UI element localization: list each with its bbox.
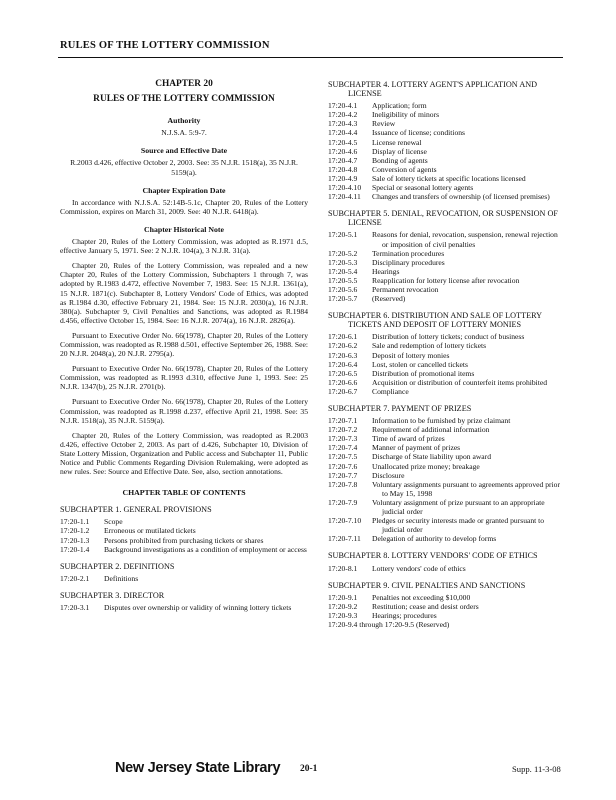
toc-entry (328, 294, 564, 303)
section-title: Manner of payment of prizes (372, 443, 461, 453)
section-title: Distribution of promotional items (372, 368, 475, 378)
running-head: RULES OF THE LOTTERY COMMISSION (60, 40, 270, 51)
subchapter-heading: SUBCHAPTER 1. GENERAL PROVISIONS (60, 505, 212, 515)
section-title: Conversion of agents (372, 164, 437, 174)
section-title: Restitution; cease and desist orders (372, 601, 479, 611)
toc-entry (328, 425, 564, 434)
toc-entry (328, 230, 564, 248)
history-paragraph: Chapter 20, Rules of the Lottery Commission, was readopted as R.2003 d.426, effective October 2, 2003. As part of d.426, Subchapter 10, Division of State Lottery Mission, Organization and Public access and Subchapter 11, Public Notice and Public Comments Regarding Division Rulemaking, were adopted as new rules. See: Source and Effective Date. See, also, section annotations. (60, 430, 308, 477)
toc-entry (328, 285, 564, 294)
subchapter-heading: SUBCHAPTER 3. DIRECTOR (60, 590, 165, 600)
toc-entry (328, 378, 564, 387)
source-heading: Source and Effective Date (140, 146, 228, 156)
section-number: 17:20-1.4 (60, 544, 90, 554)
section-number: 17:20-6.3 (328, 350, 358, 360)
section-title: Reasons for denial, revocation, suspension, renewal rejection or imposition of civil penalties (372, 230, 558, 249)
section-number: 17:20-5.7 (328, 294, 358, 304)
section-number: 17:20-9.2 (328, 601, 358, 611)
toc-entry (328, 128, 564, 137)
toc-entry (328, 611, 564, 620)
history-notes (60, 237, 308, 476)
toc-entry (328, 480, 564, 498)
section-number: 17:20-4.1 (328, 101, 358, 111)
header-rule (58, 57, 563, 58)
section-number: 17:20-9.3 (328, 610, 358, 620)
section-title: Reapplication for lottery license after revocation (372, 275, 520, 285)
section-title: Hearings; procedures (372, 610, 437, 620)
section-number: 17:20-7.8 (328, 479, 358, 489)
section-number: 17:20-7.10 (328, 516, 362, 526)
history-paragraph: Pursuant to Executive Order No. 66(1978), Chapter 20, Rules of the Lottery Commission, was readopted as R.1993 d.310, effective June 1, 1993. See: 25 N.J.R. 1347(b), 25 N.J.R. 2701(b). (60, 364, 308, 392)
toc-entry (328, 516, 564, 534)
section-title: Permanent revocation (372, 284, 439, 294)
section-title: Lost, stolen or cancelled tickets (372, 359, 468, 369)
subchapter-heading: SUBCHAPTER 8. LOTTERY VENDORS' CODE OF ETHICS (328, 551, 538, 561)
section-title: Background investigations as a condition of employment or access (104, 544, 307, 554)
section-title: Disclosure (372, 470, 405, 480)
section-title: Special or seasonal lottery agents (372, 183, 474, 193)
section-title: Discharge of State liability upon award (372, 452, 492, 462)
section-number: 17:20-6.6 (328, 377, 358, 387)
section-number: 17:20-5.1 (328, 230, 358, 240)
chapter-number: CHAPTER 20 (155, 79, 213, 89)
library-watermark: New Jersey State Library (115, 760, 281, 776)
section-number: 17:20-6.7 (328, 386, 358, 396)
toc-entry (328, 416, 564, 425)
section-title: Disputes over ownership or validity of winning lottery tickets (104, 603, 292, 613)
section-title: Penalties not exceeding $10,000 (372, 592, 471, 602)
section-title: Time of award of prizes (372, 434, 445, 444)
section-number: 17:20-4.5 (328, 137, 358, 147)
section-title: Pledges or security interests made or granted pursuant to judicial order (372, 516, 545, 535)
subchapter-heading: SUBCHAPTER 4. LOTTERY AGENT'S APPLICATION AND LICENSE (328, 80, 538, 99)
section-number: 17:20-6.4 (328, 359, 358, 369)
toc-entry (328, 341, 564, 350)
section-title: Sale of lottery tickets at specific locations licensed (372, 173, 526, 183)
section-title: Unallocated prize money; breakage (372, 461, 480, 471)
section-title: Sale and redemption of lottery tickets (372, 341, 487, 351)
toc-entry (328, 267, 564, 276)
subchapter-heading: SUBCHAPTER 6. DISTRIBUTION AND SALE OF LOTTERY TICKETS AND DEPOSIT OF LOTTERY MONIES (328, 311, 542, 330)
subchapter-heading: SUBCHAPTER 7. PAYMENT OF PRIZES (328, 404, 472, 413)
subchapter-heading: SUBCHAPTER 2. DEFINITIONS (60, 561, 175, 571)
section-title: Persons prohibited from purchasing tickets or shares (104, 535, 264, 545)
section-title: Hearings (372, 266, 400, 276)
section-number: 17:20-6.1 (328, 332, 358, 342)
toc-entry (328, 360, 564, 369)
section-number: 17:20-7.4 (328, 443, 358, 453)
toc-entry (328, 564, 564, 573)
section-title: Requirement of additional information (372, 425, 490, 435)
section-number: 17:20-7.6 (328, 461, 358, 471)
history-paragraph: Pursuant to Executive Order No. 66(1978), Chapter 20, Rules of the Lottery Commission, was readopted as R.1998 d.237, effective April 21, 1998. See: 35 N.J.R. 1518(a), 35 N.J.R. 5159(a). (60, 397, 308, 425)
section-title: Issuance of license; conditions (372, 128, 465, 138)
section-number: 17:20-7.2 (328, 425, 358, 435)
supplement-date: Supp. 11-3-08 (512, 764, 561, 774)
section-number: 17:20-4.4 (328, 128, 358, 138)
section-title: Erroneous or mutilated tickets (104, 526, 196, 536)
left-toc (60, 505, 308, 612)
toc-entry (60, 536, 308, 545)
toc-entry (328, 602, 564, 611)
toc-entry (328, 462, 564, 471)
toc-entry (328, 147, 564, 156)
toc-entry (328, 165, 564, 174)
section-number: 17:20-7.9 (328, 497, 358, 507)
section-number: 17:20-5.4 (328, 266, 358, 276)
section-title: Application; form (372, 101, 427, 111)
section-title: License renewal (372, 137, 422, 147)
toc-entry (328, 192, 564, 201)
expiration-heading: Chapter Expiration Date (142, 185, 226, 195)
section-number: 17:20-4.6 (328, 146, 358, 156)
section-number: 17:20-7.7 (328, 470, 358, 480)
section-number: 17:20-2.1 (60, 573, 90, 583)
chapter-title: RULES OF THE LOTTERY COMMISSION (93, 94, 275, 105)
section-title: Acquisition or distribution of counterfeit items prohibited (372, 377, 548, 387)
history-heading: Chapter Historical Note (144, 224, 224, 234)
left-column (60, 80, 308, 612)
toc-entry (328, 156, 564, 165)
section-number: 17:20-1.1 (60, 517, 90, 527)
right-toc (328, 80, 564, 629)
section-title: Voluntary assignment of prize pursuant to an appropriate judicial order (372, 497, 545, 517)
section-number: 17:20-8.1 (328, 563, 358, 573)
right-column (328, 80, 564, 629)
toc-entry (60, 603, 308, 612)
section-title: Bonding of agents (372, 155, 428, 165)
section-title: Definitions (104, 573, 139, 583)
toc-entry (328, 174, 564, 183)
toc-entry (328, 471, 564, 480)
section-title: Distribution of lottery tickets; conduct of business (372, 332, 525, 342)
toc-entry (328, 110, 564, 119)
history-paragraph: Chapter 20, Rules of the Lottery Commission, was repealed and a new Chapter 20, Rules of the Lottery Commission, Subchapters 1 through 7, was adopted by R.1983 d.472, effective November 7, 1983. See: 15 N.J.R. 1361(a), 15 N.J.R. 1871(c). Subchapter 8, Lottery Vendors' Code of Ethics, was adopted as R.1984 d.30, effective February 21, 1984. See: 15 N.J.R. 2030(a), 16 N.J.R. 380(a). Subchapter 9, Civil Penalties and Sanctions, was adopted as R.1984 d.456, effective October 15, 1984. See: 16 N.J.R. 2074(a), 16 N.J.R. 2826(a). (60, 261, 308, 325)
section-number: 17:20-4.9 (328, 173, 358, 183)
toc-entry (328, 119, 564, 128)
toc-entry (328, 452, 564, 461)
section-title: Changes and transfers of ownership (of licensed premises) (372, 192, 550, 202)
section-title: Voluntary assignments pursuant to agreements approved prior to May 15, 1998 (372, 479, 560, 498)
section-number: 17:20-4.10 (328, 183, 362, 193)
section-title: Lottery vendors' code of ethics (372, 563, 466, 573)
toc-entry (328, 138, 564, 147)
section-range: 17:20-9.4 through 17:20-9.5 (Reserved) (328, 619, 450, 629)
section-number: 17:20-7.5 (328, 452, 358, 462)
section-number: 17:20-4.2 (328, 110, 358, 120)
section-title: Scope (104, 517, 123, 527)
toc-heading: CHAPTER TABLE OF CONTENTS (122, 488, 246, 498)
toc-entry (60, 517, 308, 526)
section-number: 17:20-5.6 (328, 284, 358, 294)
section-number: 17:20-3.1 (60, 603, 90, 613)
expiration-text: In accordance with N.J.S.A. 52:14B-5.1c, Chapter 20, Rules of the Lottery Commission, expires on March 31, 2009. See: 40 N.J.R. 6418(a). (60, 197, 308, 216)
section-title: Display of license (372, 146, 427, 156)
toc-entry (328, 620, 564, 629)
section-number: 17:20-1.3 (60, 535, 90, 545)
section-number: 17:20-6.2 (328, 341, 358, 351)
section-number: 17:20-4.7 (328, 155, 358, 165)
authority-heading: Authority (167, 116, 201, 126)
section-title: Compliance (372, 386, 409, 396)
section-title: Ineligibility of minors (372, 110, 440, 120)
section-title: (Reserved) (372, 294, 406, 304)
toc-entry (328, 258, 564, 267)
subchapter-heading: SUBCHAPTER 5. DENIAL, REVOCATION, OR SUSPENSION OF LICENSE (328, 209, 558, 228)
section-number: 17:20-7.1 (328, 416, 358, 426)
history-paragraph: Pursuant to Executive Order No. 66(1978), Chapter 20, Rules of the Lottery Commission, was readopted as R.1988 d.501, effective September 26, 1988. See: 20 N.J.R. 2048(a), 20 N.J.R. 2795(a). (60, 330, 308, 359)
section-number: 17:20-4.8 (328, 164, 358, 174)
history-paragraph: Chapter 20, Rules of the Lottery Commission, was adopted as R.1971 d.5, effective January 5, 1971. See: 2 N.J.R. 104(a), 3 N.J.R. 31(a). (60, 237, 308, 256)
page-number: 20-1 (300, 764, 318, 774)
section-number: 17:20-1.2 (60, 526, 90, 536)
section-title: Termination procedures (372, 248, 445, 258)
toc-entry (328, 332, 564, 341)
section-title: Disciplinary procedures (372, 257, 445, 267)
toc-entry (328, 387, 564, 396)
toc-entry (328, 101, 564, 110)
section-number: 17:20-4.3 (328, 119, 358, 129)
section-number: 17:20-5.2 (328, 248, 358, 258)
toc-entry (328, 434, 564, 443)
toc-entry (328, 593, 564, 602)
toc-entry (328, 183, 564, 192)
section-title: Deposit of lottery monies (372, 350, 450, 360)
source-text: R.2003 d.426, effective October 2, 2003. See: 35 N.J.R. 1518(a), 35 N.J.R. 5159(a). (70, 158, 298, 177)
section-title: Information to be furnished by prize claimant (372, 416, 511, 426)
toc-entry (328, 276, 564, 285)
toc-entry (328, 534, 564, 543)
toc-entry (328, 498, 564, 516)
toc-entry (328, 351, 564, 360)
toc-entry (328, 369, 564, 378)
section-number: 17:20-9.1 (328, 592, 358, 602)
section-number: 17:20-5.3 (328, 257, 358, 267)
section-number: 17:20-5.5 (328, 275, 358, 285)
toc-entry (60, 545, 308, 554)
toc-entry (328, 443, 564, 452)
toc-entry (60, 526, 308, 535)
toc-entry (60, 574, 308, 583)
subchapter-heading: SUBCHAPTER 9. CIVIL PENALTIES AND SANCTIONS (328, 580, 526, 590)
section-number: 17:20-7.3 (328, 434, 358, 444)
section-title: Review (372, 119, 396, 129)
authority-text: N.J.S.A. 5:9-7. (161, 128, 207, 138)
section-number: 17:20-6.5 (328, 368, 358, 378)
section-number: 17:20-4.11 (328, 192, 361, 202)
section-title: Delegation of authority to develop forms (372, 534, 497, 544)
section-number: 17:20-7.11 (328, 534, 361, 544)
toc-entry (328, 249, 564, 258)
